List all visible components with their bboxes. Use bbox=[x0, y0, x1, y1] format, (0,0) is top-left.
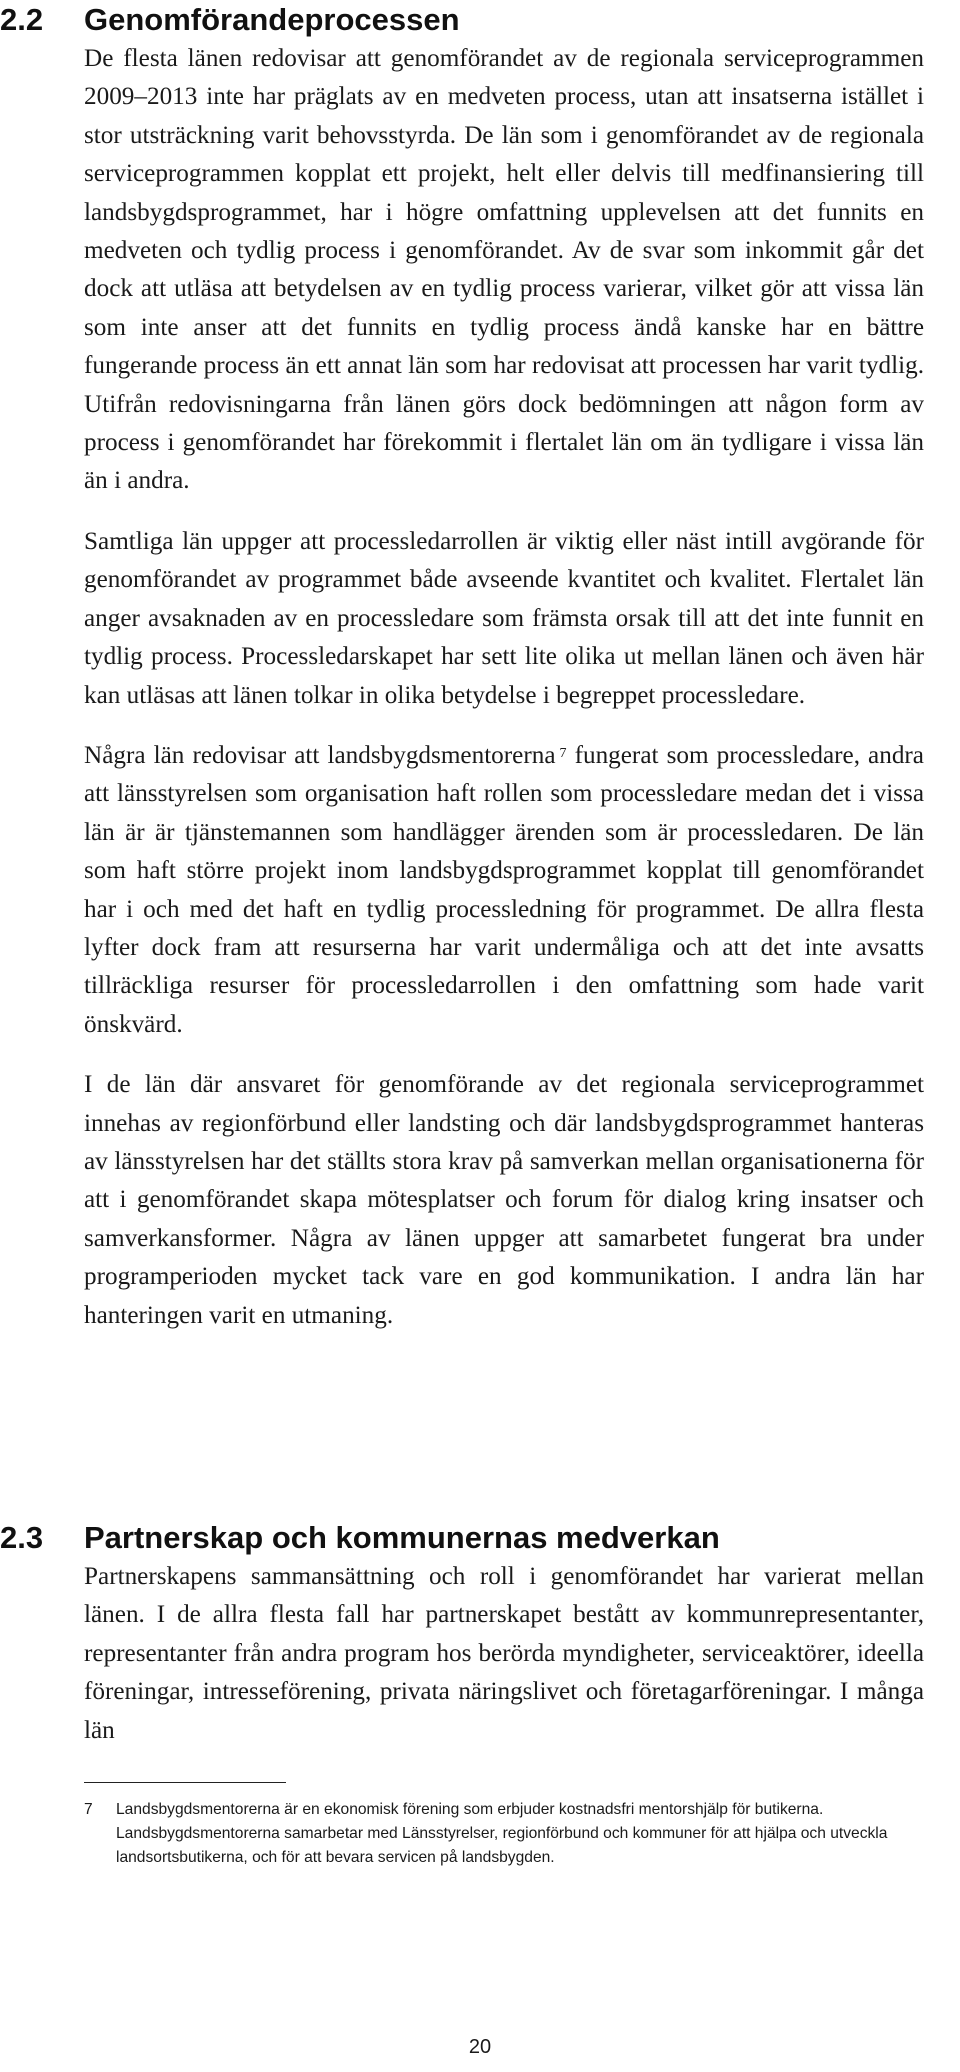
paragraph: Samtliga län uppger att processledarrollen är viktig eller näst intill avgörande för genomförandet av programmet både avseende kvantitet och kvalitet. Flertalet län anger avsaknaden av en processledare som främsta orsak till att det inte funnit en tydlig process. Processledarskapet har sett lite olika ut mellan länen och även här kan utläsas att länen tolkar in olika betydelse i begreppet processledare. bbox=[84, 527, 924, 709]
footnote bbox=[84, 1798, 934, 1870]
section-2-3 bbox=[0, 1518, 960, 1750]
section-number: 2.3 bbox=[0, 1520, 44, 1555]
footnote-number: 7 bbox=[84, 1801, 93, 1818]
section-number: 2.2 bbox=[0, 2, 44, 37]
section-heading bbox=[0, 1518, 960, 1558]
footnote-divider bbox=[84, 1782, 286, 1783]
section-heading bbox=[0, 0, 960, 40]
section-title: Genomförandeprocessen bbox=[84, 2, 460, 37]
paragraph: Partnerskapens sammansättning och roll i genomförandet har varierat mellan länen. I de allra flesta fall har partnerskapet bestått av kommunrepresentanter, representanter från andra program hos berörda myndigheter, serviceaktörer, ideella föreningar, intresseförening, privata näringslivet och företagarföreningar. I många län bbox=[84, 1563, 924, 1744]
section-body bbox=[84, 1558, 924, 1750]
footnote-reference[interactable]: 7 bbox=[559, 745, 567, 761]
page-number: 20 bbox=[468, 2036, 492, 2058]
paragraph: De flesta länen redovisar att genomförandet av de regionala serviceprogrammen 2009–2013 inte har präglats av en medveten process, utan att insatserna istället i stor utsträckning varit behovsstyrda. De län som i genomförandet av de regionala serviceprogrammen kopplat ett projekt, helt eller delvis till medfinansiering till landsbygdsprogrammet, har i högre omfattning upplevelsen att det funnits en medveten och tydlig process i genomförandet. Av de svar som inkommit går det dock att utläsa att betydelsen av en tydlig process varierar, vilket gör att vissa län som inte anser att det funnits en tydlig process ändå kanske har en bättre fungerande process än ett annat län som har redovisat att processen har varit tydlig. Utifrån redovisningarna från länen görs dock bedömningen att någon form av process i genomförandet har förekommit i flertalet län om än tydligare i vissa län än i andra. bbox=[84, 45, 924, 495]
section-title: Partnerskap och kommunernas medverkan bbox=[84, 1520, 720, 1555]
paragraph-text: fungerat som processledare, andra att länsstyrelsen som organisation haft rollen som processledare medan det i vissa län är är tjänstemannen som handlägger ärenden som är processledaren. De län som haft större projekt inom landsbygdsprogrammet kopplat till genomförandet har i och med det haft en tydlig processledning för programmet. De allra flesta lyfter dock fram att resurserna har varit undermåliga och att det inte avsatts tillräckliga resurser för processledarrollen i den omfattning som hade varit önskvärd. bbox=[84, 741, 924, 1038]
footnote-text: Landsbygdsmentorerna är en ekonomisk förening som erbjuder kostnadsfri mentorshjälp för butikerna. Landsbygdsmentorerna samarbetar med Länsstyrelser, regionförbund och kommuner för att hjälpa och utveckla landsortsbutikerna, och för att bevara servicen på landsbygden. bbox=[116, 1801, 888, 1866]
paragraph: I de län där ansvaret för genomförande av det regionala serviceprogrammet innehas av regionförbund eller landsting och där landsbygdsprogrammet hanteras av länsstyrelsen har det ställts stora krav på samverkan mellan organisationerna för att i genomförandet skapa mötesplatser och forum för dialog kring insatser och samverkansformer. Några av länen uppger att samarbetet fungerat bra under programperioden mycket tack vare en god kommunikation. I andra län har hanteringen varit en utmaning. bbox=[84, 1071, 924, 1329]
section-body bbox=[84, 40, 924, 1335]
paragraph-text: Några län redovisar att landsbygdsmentorerna bbox=[84, 741, 556, 769]
paragraph bbox=[84, 737, 924, 1044]
